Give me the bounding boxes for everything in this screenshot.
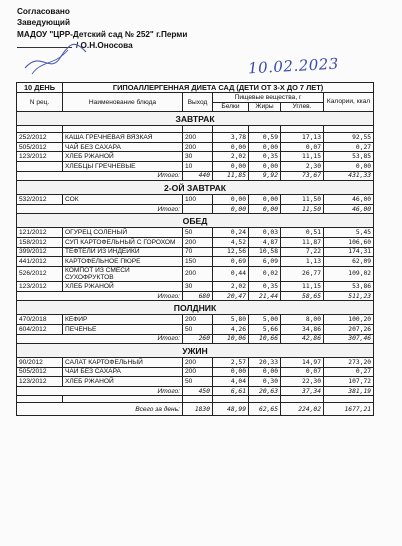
- total-carbs: 42,86: [281, 334, 324, 344]
- calories-value: 92,55: [324, 133, 374, 143]
- table-row: [17, 195, 374, 205]
- fat-value: 0,35: [249, 282, 281, 292]
- spacer-cell: [324, 396, 374, 403]
- total-fat: 20,63: [249, 386, 281, 396]
- total-protein: 20,47: [213, 291, 249, 301]
- diet-title: ГИПОАЛЛЕРГЕННАЯ ДИЕТА САД (ДЕТИ ОТ 3-Х ДО 7 ЛЕТ): [63, 83, 374, 93]
- total-label: Итого:: [17, 334, 183, 344]
- carbs-value: 0,07: [281, 367, 324, 377]
- total-yield: 440: [183, 171, 213, 181]
- total-protein: 10,06: [213, 334, 249, 344]
- total-fat: 0,00: [249, 204, 281, 214]
- calories-value: 62,09: [324, 257, 374, 267]
- fat-value: 5,00: [249, 315, 281, 325]
- grand-total-calories: 1677,21: [324, 403, 374, 416]
- carbs-value: 2,30: [281, 161, 324, 171]
- dish-name: КАРТОФЕЛЬНОЕ ПЮРЕ: [63, 257, 183, 267]
- recipe-number: 505/2012: [17, 142, 63, 152]
- total-fat: 9,92: [249, 171, 281, 181]
- fat-value: 0,02: [249, 266, 281, 281]
- calories-value: 107,72: [324, 377, 374, 387]
- fat-value: 20,33: [249, 358, 281, 368]
- table-row: [17, 142, 374, 152]
- carbs-value: 34,86: [281, 324, 324, 334]
- spacer-row: [17, 396, 374, 403]
- carbs-value: 17,13: [281, 133, 324, 143]
- section-row: [17, 344, 374, 358]
- recipe-number: 123/2012: [17, 282, 63, 292]
- signature-scribble-icon: [20, 30, 90, 78]
- calories-value: 5,45: [324, 228, 374, 238]
- carbs-header: Углев.: [281, 102, 324, 112]
- table-row: [17, 247, 374, 257]
- total-row: [17, 386, 374, 396]
- total-label: Итого:: [17, 386, 183, 396]
- table-row: [17, 266, 374, 281]
- dish-yield: 200: [183, 266, 213, 281]
- table-row: [17, 315, 374, 325]
- table-row: [17, 237, 374, 247]
- fat-value: 0,00: [249, 367, 281, 377]
- approver-name: / О.Н.Оносова: [76, 41, 133, 51]
- calories-header: Калории, ккал: [324, 93, 374, 112]
- protein-value: 0,00: [213, 367, 249, 377]
- dish-yield: 10: [183, 161, 213, 171]
- protein-value: 2,57: [213, 358, 249, 368]
- section-row: [17, 112, 374, 126]
- protein-value: 0,00: [213, 142, 249, 152]
- spacer-cell: [63, 396, 183, 403]
- section-row: [17, 181, 374, 195]
- total-label: Итого:: [17, 204, 183, 214]
- section-row: [17, 214, 374, 228]
- table-row: [17, 358, 374, 368]
- protein-value: 3,78: [213, 133, 249, 143]
- calories-value: 174,31: [324, 247, 374, 257]
- dish-name: ТЕФТЕЛИ ИЗ ИНДЕЙКИ: [63, 247, 183, 257]
- dish-yield: 200: [183, 315, 213, 325]
- grand-total-carbs: 224,02: [281, 403, 324, 416]
- dish-yield: 50: [183, 228, 213, 238]
- spacer-cell: [17, 126, 63, 133]
- spacer-row: [17, 126, 374, 133]
- grand-total-label: Всего за день:: [17, 403, 183, 416]
- recipe-number: [17, 161, 63, 171]
- calories-value: 46,00: [324, 195, 374, 205]
- total-yield: 260: [183, 334, 213, 344]
- dish-yield: 70: [183, 247, 213, 257]
- recipe-number: 532/2012: [17, 195, 63, 205]
- recipe-number: 123/2012: [17, 377, 63, 387]
- protein-value: 12,56: [213, 247, 249, 257]
- calories-value: 0,27: [324, 367, 374, 377]
- fat-value: 0,35: [249, 152, 281, 162]
- dish-yield: 30: [183, 152, 213, 162]
- dish-yield: 200: [183, 237, 213, 247]
- dish-yield: 30: [183, 282, 213, 292]
- recipe-number: 123/2012: [17, 152, 63, 162]
- total-yield: [183, 204, 213, 214]
- dish-name: ХЛЕБ РЖАНОЙ: [63, 377, 183, 387]
- recipe-number: 121/2012: [17, 228, 63, 238]
- carbs-value: 11,50: [281, 195, 324, 205]
- calories-value: 53,85: [324, 152, 374, 162]
- protein-value: 0,00: [213, 161, 249, 171]
- fat-header: Жиры: [249, 102, 281, 112]
- total-protein: 6,61: [213, 386, 249, 396]
- total-row: [17, 171, 374, 181]
- table-row: [17, 228, 374, 238]
- total-row: [17, 291, 374, 301]
- dish-name: ЧАЙ БЕЗ САХАРА: [63, 367, 183, 377]
- spacer-cell: [213, 396, 249, 403]
- fat-value: 0,30: [249, 377, 281, 387]
- section-title: 2-ОЙ ЗАВТРАК: [17, 181, 374, 195]
- total-fat: 21,44: [249, 291, 281, 301]
- protein-value: 0,00: [213, 195, 249, 205]
- dish-yield: 150: [183, 257, 213, 267]
- spacer-cell: [249, 126, 281, 133]
- approval-label: Согласовано: [17, 7, 70, 16]
- calories-value: 106,60: [324, 237, 374, 247]
- recipe-number: 505/2012: [17, 367, 63, 377]
- section-title: ЗАВТРАК: [17, 112, 374, 126]
- dish-yield: 200: [183, 133, 213, 143]
- grand-total-yield: 1830: [183, 403, 213, 416]
- spacer-cell: [17, 396, 63, 403]
- dish-yield: 100: [183, 195, 213, 205]
- spacer-cell: [249, 396, 281, 403]
- total-label: Итого:: [17, 291, 183, 301]
- dish-yield: 200: [183, 358, 213, 368]
- total-calories: 381,19: [324, 386, 374, 396]
- total-calories: 511,23: [324, 291, 374, 301]
- dish-name: СОК: [63, 195, 183, 205]
- section-row: [17, 301, 374, 315]
- table-row: [17, 161, 374, 171]
- protein-value: 0,69: [213, 257, 249, 267]
- fat-value: 0,00: [249, 142, 281, 152]
- protein-value: 2,02: [213, 282, 249, 292]
- calories-value: 273,20: [324, 358, 374, 368]
- spacer-cell: [281, 126, 324, 133]
- table-row: [17, 367, 374, 377]
- carbs-value: 11,15: [281, 152, 324, 162]
- carbs-value: 0,07: [281, 142, 324, 152]
- carbs-value: 1,13: [281, 257, 324, 267]
- fat-value: 10,58: [249, 247, 281, 257]
- dish-name: ХЛЕБ РЖАНОЙ: [63, 282, 183, 292]
- fat-value: 0,03: [249, 228, 281, 238]
- table-row: [17, 257, 374, 267]
- fat-value: 0,00: [249, 161, 281, 171]
- recipe-number: 90/2012: [17, 358, 63, 368]
- dish-header: Наименование блюда: [63, 93, 183, 112]
- carbs-value: 11,87: [281, 237, 324, 247]
- protein-value: 0,24: [213, 228, 249, 238]
- total-label: Итого:: [17, 171, 183, 181]
- dish-name: ПЕЧЕНЬЕ: [63, 324, 183, 334]
- total-protein: 0,00: [213, 204, 249, 214]
- protein-value: 4,52: [213, 237, 249, 247]
- table-row: [17, 324, 374, 334]
- recipe-number: 252/2012: [17, 133, 63, 143]
- section-title: УЖИН: [17, 344, 374, 358]
- nutrients-header: Пищевые вещества, г: [213, 93, 324, 103]
- protein-header: Белки: [213, 102, 249, 112]
- total-calories: 46,00: [324, 204, 374, 214]
- recipe-number: 441/2012: [17, 257, 63, 267]
- section-title: ОБЕД: [17, 214, 374, 228]
- carbs-value: 14,97: [281, 358, 324, 368]
- menu-body: [17, 112, 374, 416]
- fat-value: 0,00: [249, 195, 281, 205]
- carbs-value: 8,00: [281, 315, 324, 325]
- carbs-value: 7,22: [281, 247, 324, 257]
- total-calories: 431,33: [324, 171, 374, 181]
- dish-name: ХЛЕБ РЖАНОЙ: [63, 152, 183, 162]
- dish-yield: 200: [183, 367, 213, 377]
- recipe-number: 604/2012: [17, 324, 63, 334]
- total-yield: 450: [183, 386, 213, 396]
- calories-value: 207,26: [324, 324, 374, 334]
- fat-value: 5,66: [249, 324, 281, 334]
- protein-value: 2,02: [213, 152, 249, 162]
- spacer-cell: [324, 126, 374, 133]
- dish-yield: 200: [183, 142, 213, 152]
- total-carbs: 11,50: [281, 204, 324, 214]
- dish-name: ОГУРЕЦ СОЛЕНЫЙ: [63, 228, 183, 238]
- carbs-value: 22,30: [281, 377, 324, 387]
- grand-total-fat: 62,65: [249, 403, 281, 416]
- grand-total-row: [17, 403, 374, 416]
- total-carbs: 37,34: [281, 386, 324, 396]
- total-carbs: 73,67: [281, 171, 324, 181]
- yield-header: Выход: [183, 93, 213, 112]
- day-label: 10 ДЕНЬ: [17, 83, 63, 93]
- table-row: [17, 133, 374, 143]
- dish-name: СУП КАРТОФЕЛЬНЫЙ С ГОРОХОМ: [63, 237, 183, 247]
- dish-name: КОМПОТ ИЗ СМЕСИ СУХОФРУКТОВ: [63, 266, 183, 281]
- handwritten-date: 10.02.2023: [247, 54, 340, 78]
- table-row: [17, 377, 374, 387]
- protein-value: 4,04: [213, 377, 249, 387]
- institution-name: МАДОУ "ЦРР-Детский сад № 252" г.Перми: [17, 29, 188, 39]
- carbs-value: 26,77: [281, 266, 324, 281]
- spacer-cell: [213, 126, 249, 133]
- fat-value: 6,09: [249, 257, 281, 267]
- protein-value: 4,26: [213, 324, 249, 334]
- dish-name: КЕФИР: [63, 315, 183, 325]
- total-yield: 680: [183, 291, 213, 301]
- calories-value: 109,02: [324, 266, 374, 281]
- spacer-cell: [183, 396, 213, 403]
- total-calories: 307,46: [324, 334, 374, 344]
- protein-value: 5,80: [213, 315, 249, 325]
- total-carbs: 58,65: [281, 291, 324, 301]
- calories-value: 53,86: [324, 282, 374, 292]
- recipe-number: 526/2012: [17, 266, 63, 281]
- grand-total-protein: 48,99: [213, 403, 249, 416]
- fat-value: 4,87: [249, 237, 281, 247]
- carbs-value: 11,15: [281, 282, 324, 292]
- dish-yield: 50: [183, 324, 213, 334]
- recipe-number: 470/2018: [17, 315, 63, 325]
- approver-title: Заведующий: [17, 18, 70, 28]
- section-title: ПОЛДНИК: [17, 301, 374, 315]
- calories-value: 100,20: [324, 315, 374, 325]
- total-fat: 10,66: [249, 334, 281, 344]
- dish-name: ЧАЙ БЕЗ САХАРА: [63, 142, 183, 152]
- table-row: [17, 282, 374, 292]
- fat-value: 0,59: [249, 133, 281, 143]
- total-row: [17, 334, 374, 344]
- carbs-value: 0,51: [281, 228, 324, 238]
- protein-value: 0,44: [213, 266, 249, 281]
- menu-table: [16, 82, 374, 416]
- recipe-number: 158/2012: [17, 237, 63, 247]
- dish-name: САЛАТ КАРТОФЕЛЬНЫЙ: [63, 358, 183, 368]
- dish-yield: 50: [183, 377, 213, 387]
- table-row: [17, 152, 374, 162]
- spacer-cell: [281, 396, 324, 403]
- calories-value: 0,27: [324, 142, 374, 152]
- recipe-number: 399/2012: [17, 247, 63, 257]
- spacer-cell: [183, 126, 213, 133]
- dish-name: ХЛЕБЦЫ ГРЕЧНЕВЫЕ: [63, 161, 183, 171]
- spacer-cell: [63, 126, 183, 133]
- dish-name: КАША ГРЕЧНЕВАЯ ВЯЗКАЯ: [63, 133, 183, 143]
- recipe-header: N рец.: [17, 93, 63, 112]
- total-protein: 11,85: [213, 171, 249, 181]
- total-row: [17, 204, 374, 214]
- calories-value: 0,00: [324, 161, 374, 171]
